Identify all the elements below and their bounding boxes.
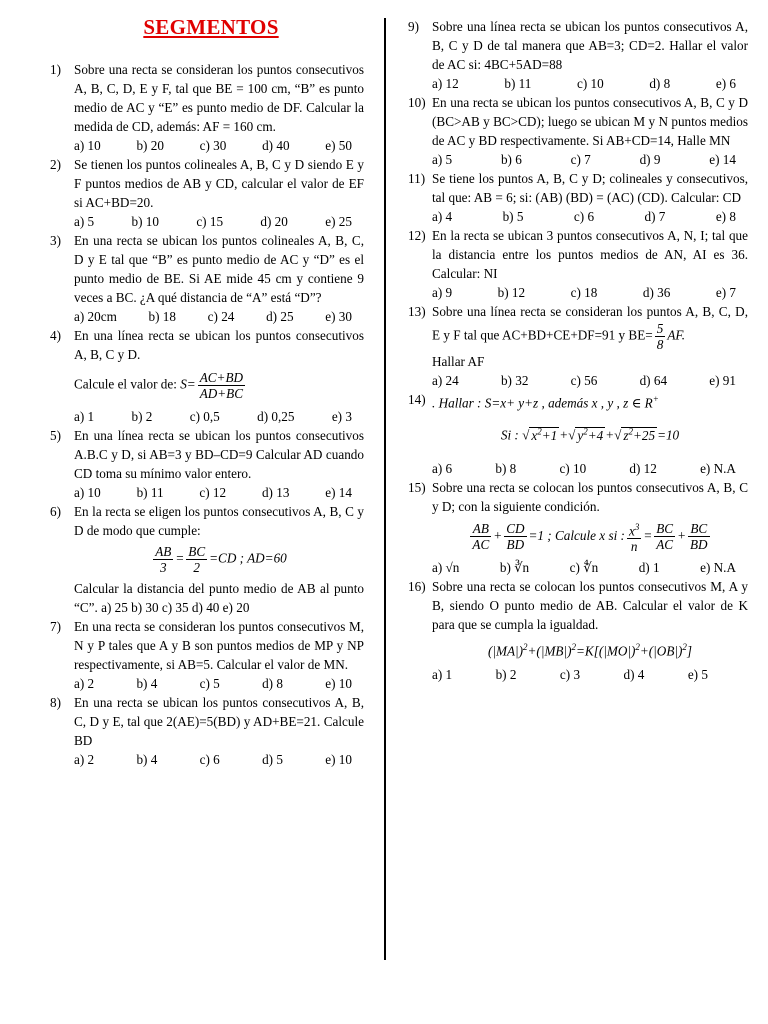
question-5: 5) En una línea recta se ubican los puntos consecutivos A.B.C y D, si AB=3 y BD–CD=9 Calcular AD cuando CD toma su mínimo valor entero. a) 10 b) 11 c) 12 d) 13 e) 14 (50, 428, 364, 500)
options: a) 2 b) 4 c) 6 d) 5 e) 10 (74, 752, 352, 767)
question-text-after: Calcular la distancia del punto medio de AB al punto “C”. a) 25 b) 30 c) 35 d) 40 e) 20 (74, 581, 364, 615)
question-7: 7) En una recta se consideran los puntos consecutivos M, N y P tales que A y B son puntos medios de MP y NP respectivamente, si AB=5. Calcular el valor de MN. a) 2 b) 4 c) 5 d) 8 e) 10 (50, 619, 364, 691)
right-column (408, 0, 748, 684)
question-text: Sobre una recta se consideran los puntos consecutivos A, B, C, D, E y F, tal que BE = 100 cm, “B” es punto medio de AC y “E” es punto medio de DF. Calcular la medida de CD, además: AF = 160 cm. (74, 62, 364, 134)
options: a) 1 b) 2 c) 3 d) 4 e) 5 (432, 666, 708, 682)
question-text: En una recta se consideran los puntos consecutivos M, N y P tales que A y B son puntos medios de MP y NP respectivamente, si AB=5. Calcular el valor de MN. (74, 619, 364, 672)
question-text: En una recta se ubican los puntos colineales A, B, C, D y E tal que “B” es punto medio de AC y “D” es el punto medio de BE. Si AE mide 45 cm y contiene 9 veces a BC. ¿A qué distancia de “A” está “D”? (74, 233, 364, 305)
options: a) 10 b) 11 c) 12 d) 13 e) 14 (74, 485, 352, 500)
question-8: 8) En una recta se ubican los puntos consecutivos A, B, C, D y E, tal que 2(AE)=5(BD) y AD+BE=21. Calcule BD a) 2 b) 4 c) 6 d) 5 e) 10 (50, 695, 364, 767)
question-3: 3) En una recta se ubican los puntos colineales A, B, C, D y E tal que “B” es punto medio de AC y “D” es el punto medio de BE. Si AE mide 45 cm y contiene 9 veces a BC. ¿A qué distancia de “A” está “D”? a) 20cm b) 18 c) 24 d) 25 e) 30 (50, 233, 364, 324)
formula-line: Calcule el valor de: S= $\frac{AC+BD}{AD+BC}$ (74, 370, 244, 401)
question-text: Sobre una recta se colocan los puntos consecutivos A, B, C y D; con la siguiente condición. (432, 479, 748, 514)
options: a) 5 b) 6 c) 7 d) 9 e) 14 (432, 152, 736, 167)
options: a) 1 b) 2 c) 0,5 d) 0,25 e) 3 (74, 409, 352, 424)
options: a) 20cm b) 18 c) 24 d) 25 e) 30 (74, 309, 352, 324)
options: a) √n b) ∛n c) ∜n d) 1 e) N.A (432, 560, 736, 576)
left-column (50, 0, 364, 769)
page-title: SEGMENTOS (143, 15, 279, 39)
question-text: Se tiene los puntos A, B, C y D; colineales y consecutivos, tal que: AB = 6; si: (AB) (BD) = (AC) (CD). Calcular: CD (432, 171, 748, 205)
question-text: . Hallar : S=x+ y+z , además x , y , z ∈ R+ (432, 394, 659, 411)
question-text: En una recta se ubican los puntos consecutivos A, B, C y D (BC>AB y BC>CD); luego se ubican M y N puntos medios de AC y BD respectivamente. Si AB+CD=14, Halle MN (432, 95, 748, 148)
question-text: Sobre una recta se colocan los puntos consecutivos M, A y B, siendo O punto medio de AB. Calcular el valor de K para que se cumpla la igualdad. (432, 579, 748, 633)
column-divider (384, 18, 386, 960)
question-text: Se tienen los puntos colineales A, B, C y D siendo E y F puntos medios de AB y CD, calcular el valor de EF si AC+BD=20. (74, 157, 364, 210)
options: a) 9 b) 12 c) 18 d) 36 e) 7 (432, 285, 736, 300)
options: a) 5 b) 10 c) 15 d) 20 e) 25 (74, 214, 352, 229)
question-text: En la recta se ubican 3 puntos consecutivos A, N, I; tal que la distancia entre los puntos medios de AN, AI es 36. Calcular: NI (432, 228, 748, 281)
question-6: 6) En la recta se eligen los puntos consecutivos A, B, C y D de modo que cumple: $\frac{AB}{3}$ = $\frac{BC}{2}$ =CD ; AD=60 Calcular la distancia del punto medio de AB al punto “C”. a) 25 b) 30 c) 35 d) 40 e) 20 (50, 504, 364, 615)
fraction: $\frac{AC+BD}{AD+BC}$ (199, 370, 244, 401)
question-14: 14) . Hallar : S=x+ y+z , además x , y , z ∈ R+ Si : √ $x^2+1$ +√ $y^2+4$ +√ $z^2+25 =10$ a) 6 b) 8 c) 10 d) 12 e) N.A (408, 390, 748, 478)
options: a) 4 b) 5 c) 6 d) 7 e) 8 (432, 209, 736, 224)
question-2: 2) Se tienen los puntos colineales A, B, C y D siendo E y F puntos medios de AB y CD, calcular el valor de EF si AC+BD=20. a) 5 b) 10 c) 15 d) 20 e) 25 (50, 157, 364, 229)
options: a) 10 b) 20 c) 30 d) 40 e) 50 (74, 138, 352, 153)
question-text: En una línea recta se ubican los puntos consecutivos A.B.C y D, si AB=3 y BD–CD=9 Calcular AD cuando CD toma su mínimo valor entero. (74, 428, 364, 481)
question-text: En una línea recta se ubican los puntos consecutivos A, B, C y D. (74, 328, 364, 362)
question-9: 9) Sobre una línea recta se ubican los puntos consecutivos A, B, C y D de tal manera que AB=3; CD=2. Hallar el valor de AC si: 4BC+5AD=88 a) 12 b) 11 c) 10 d) 8 e) 6 (408, 19, 748, 91)
question-text: En una recta se ubican los puntos consecutivos A, B, C, D y E, tal que 2(AE)=5(BD) y AD+BE=21. Calcule BD (74, 695, 364, 748)
question-4: 4) En una línea recta se ubican los puntos consecutivos A, B, C y D. Calcule el valor de: S= $\frac{AC+BD}{AD+BC}$ a) 1 b) 2 c) 0,5 d) 0,25 e) 3 (50, 328, 364, 424)
options: a) 24 b) 32 c) 56 d) 64 e) 91 (432, 373, 736, 388)
question-15: 15) Sobre una recta se colocan los puntos consecutivos A, B, C y D; con la siguiente condición. $\frac{AB}{AC}$ + $\frac{CD}{BD}$ =1 ; Calcule x si : $\frac{x^3}{n}$ = $\frac{BC}{AC}$ + $\frac{BC}{BD}$ a) √n b) ∛n c) ∜n d) 1 e) N.A (408, 479, 748, 576)
question-10: 10) En una recta se ubican los puntos consecutivos A, B, C y D (BC>AB y BC>CD); luego se ubican M y N puntos medios de AC y BD respectivamente. Si AB+CD=14, Halle MN a) 5 b) 6 c) 7 d) 9 e) 14 (408, 95, 748, 167)
formula: Si : √ $x^2+1$ +√ $y^2+4$ +√ $z^2+25 =10$ (500, 426, 680, 443)
question-text: Sobre una línea recta se ubican los puntos consecutivos A, B, C y D de tal manera que AB=3; CD=2. Hallar el valor de AC si: 4BC+5AD=88 (432, 19, 748, 72)
formula: $(|MA|)^2+(|MB|)^2=K[(|MO|)^2+(|OB|)^2]$ (487, 642, 693, 659)
formula: $\frac{AB}{AC}$ + $\frac{CD}{BD}$ =1 ; Calcule x si : $\frac{x^3}{n}$ = $\frac{BC}{AC}$ + $\frac{BC}{BD}$ (472, 521, 708, 555)
options: a) 6 b) 8 c) 10 d) 12 e) N.A (432, 460, 736, 476)
options: a) 2 b) 4 c) 5 d) 8 e) 10 (74, 676, 352, 691)
question-11: 11) Se tiene los puntos A, B, C y D; colineales y consecutivos, tal que: AB = 6; si: (AB) (BD) = (AC) (CD). Calcular: CD a) 4 b) 5 c) 6 d) 7 e) 8 (408, 171, 748, 224)
question-12: 12) En la recta se ubican 3 puntos consecutivos A, N, I; tal que la distancia entre los puntos medios de AN, AI es 36. Calcular: NI a) 9 b) 12 c) 18 d) 36 e) 7 (408, 228, 748, 300)
formula: $\frac{AB}{3}$ = $\frac{BC}{2}$ =CD ; AD=60 (155, 544, 287, 575)
question-16: 16) Sobre una recta se colocan los puntos consecutivos M, A y B, siendo O punto medio de AB. Calcular el valor de K para que se cumpla la igualdad. $(|MA|)^2+(|MB|)^2=K[(|MO|)^2+(|OB|)^2]$ a) 1 b) 2 c) 3 d) 4 e) 5 (408, 579, 748, 682)
question-text: En la recta se eligen los puntos consecutivos A, B, C y D de modo que cumple: (74, 504, 364, 538)
question-1: 1) Sobre una recta se consideran los puntos consecutivos A, B, C, D, E y F, tal que BE = 100 cm, “B” es punto medio de AC y “E” es punto medio de DF. Calcular la medida de CD, además: AF = 160 cm. a) 10 b) 20 c) 30 d) 40 e) 50 (50, 62, 364, 153)
options: a) 12 b) 11 c) 10 d) 8 e) 6 (432, 76, 736, 91)
question-13: 13) Sobre una línea recta se consideran los puntos A, B, C, D, E y F tal que AC+BD+CE+DF=91 y BE= $\frac{5}{8}$ AF. Hallar AF a) 24 b) 32 c) 56 d) 64 e) 91 (408, 304, 748, 388)
question-text: Sobre una línea recta se consideran los puntos A, B, C, D, E y F tal que AC+BD+CE+DF=91 y BE= $\frac{5}{8}$ AF. (432, 304, 748, 352)
